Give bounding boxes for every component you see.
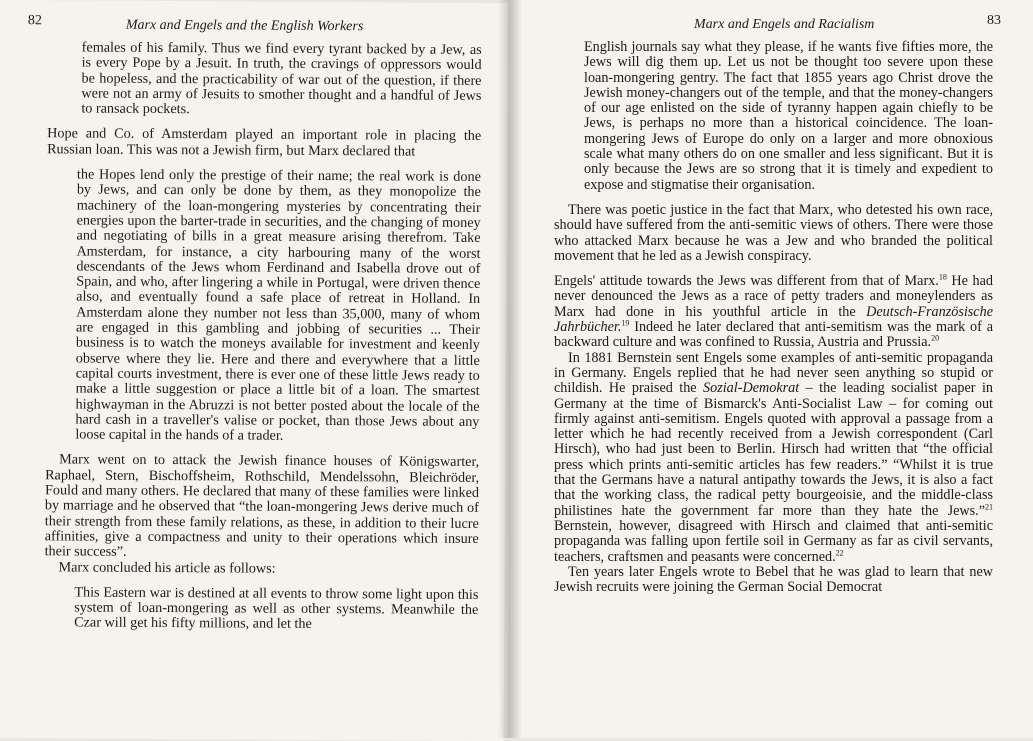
footnote-ref-21: 21 — [985, 501, 993, 511]
paragraph-engels-attitude — [554, 274, 993, 350]
left-running-head — [27, 13, 482, 39]
footnote-ref-20: 20 — [931, 333, 940, 343]
quote-hopes: the Hopes lend only the prestige of their name; the real work is done by Jews, and can only be done by them, as they monopolize the machinery of the loan-mongering mysteries by concentrating their energies upon the barter-trade in securities, and the changing of money and negotiating of bills in a great measure arising therefrom. Take Amsterdam, for instance, a city harbouring many of the worst descendants of the Jews whom Ferdinand and Isabella drove out of Spain, and who, after lingering a while in Portugal, were driven thence also, and eventually found a safe place of retreat in Holland. In Amsterdam alone they number not less than 35,000, many of whom are engaged in this gambling and jobbing of securities ... Their business is to watch the moneys available for investment and keenly observe where they lie. Here and there and everywhere that a little capital courts investment, there is ever one of these little Jews ready to make a little suggestion or place a little bit of a loan. The smartest highwayman in the Abruzzi is not better posted about the locale of the hard cash in a traveller's valise or pocket, than those Jews about any loose capital in the hands of a trader. — [75, 166, 481, 444]
footnote-ref-19: 19 — [621, 318, 630, 328]
engels-attitude-text-b: He had never denounced the Jews as a race of petty traders and moneylenders as Marx had done in his youthful article in the — [554, 273, 993, 320]
paragraph-ten-years-later: Ten years later Engels wrote to Bebel that he was glad to learn that new Jewish recruits were joining the German Social Democrat — [554, 563, 993, 596]
sozial-demokrat-title: Sozial-Demokrat — [703, 380, 800, 397]
left-page — [0, 0, 508, 741]
right-running-title: Marx and Engels and Racialism — [694, 17, 875, 32]
footnote-ref-22: 22 — [835, 547, 844, 557]
left-page-number: 82 — [27, 13, 42, 29]
jahrbucher-title: Deutsch-Französische Jahrbücher. — [554, 303, 993, 336]
bernstein-text-b: – the leading socialist paper in Germany at the time of Bismarck's Anti-Socialist Law – for coming out firmly against anti-semitism. Engels quoted with approval a passage from a letter which he had recently received from a Jewish correspondent (Carl Hirsch), who had just been to Berlin. Hirsch had written that “the official press which prints anti-semitic articles has few readers.” “Whilst it is true that the Germans have a natural antipathy towards the Jews, it is also a fact that the working class, the radical petty bourgeoisie, and the middle-class philistines hate the government far more than they hate the Jews.” — [554, 380, 993, 519]
paragraph-bernstein — [554, 351, 993, 565]
engels-attitude-text-c: Indeed he later declared that anti-semitism was the mark of a backward culture and was confined to Russia, Austria and Prussia. — [554, 319, 993, 351]
paragraph-hope-and-co: Hope and Co. of Amsterdam played an important role in placing the Russian loan. This was not a Jewish firm, but Marx declared that — [47, 125, 482, 160]
book-gutter — [498, 0, 522, 738]
right-page — [510, 0, 1033, 738]
quote-eastern-war: This Eastern war is destined at all events to throw some light upon this system of loan-mongering as well as other systems. Meanwhile the Czar will get his fifty millions, and let the — [74, 584, 479, 633]
bernstein-text-c: Bernstein, however, disagreed with Hirsch and claimed that anti-semitic propaganda was falling upon fertile soil in Germany as far as civil servants, teachers, craftsmen and peasants were concerned. — [554, 517, 993, 565]
footnote-ref-18: 18 — [938, 272, 947, 282]
engels-attitude-text-a: Engels' attitude towards the Jews was different from that of Marx. — [554, 273, 939, 290]
right-page-number: 83 — [987, 13, 1001, 28]
bernstein-text-a: In 1881 Bernstein sent Engels some examples of anti-semitic propaganda in Germany. Engels replied that he had never seen anything so stupid or childish. He praised the — [554, 349, 993, 397]
left-running-title: Marx and Engels and the English Workers — [125, 17, 364, 35]
paragraph-poetic-justice: There was poetic justice in the fact that Marx, who detested his own race, should have suffered from the anti-semitic views of others. There were those who attacked Marx because he was a Jew and who branded the political movement that he led as a Jewish conspiracy. — [554, 201, 993, 264]
quote-continued-right: English journals say what they please, if he wants five fifties more, the Jews will dig them up. Let us not be thought too severe upon these loan-mongering gentry. The fact that 1855 years ago Christ drove the Jewish money-changers out of the temple, and that the money-changers of our age enlisted on the side of tyranny happen again chiefly to be Jews, is perhaps no more than a historical coincidence. The loan-mongering Jews of Europe do only on a larger and more obnoxious scale what many others do on one smaller and less significant. But it is only because the Jews are so strong that it is timely and expedient to expose and stigmatise their organisation. — [584, 39, 993, 193]
quote-continued: females of his family. Thus we find every tyrant backed by a Jew, as is every Pope by a Jesuit. In truth, the cravings of oppressors would be hopeless, and the practicability of war out of the question, if there were not an army of Jesuits to smother thought and a handful of Jews to ransack pockets. — [81, 39, 482, 118]
right-running-head — [554, 13, 1001, 36]
paragraph-finance-houses: Marx went on to attack the Jewish finance houses of Königswarter, Raphael, Stern, Bischoffsheim, Rothschild, Mendelssohn, Bleichröder, Fould and many others. He declared that many of these families were linked by marriage and he observed that “the loan-mongering Jews derive much of their strength from these family relations, as these, in addition to their lucre affinities, give a compactness and unity to their operations which insure their success”. — [44, 451, 480, 560]
paragraph-concluded: Marx concluded his article as follows: — [58, 558, 276, 577]
